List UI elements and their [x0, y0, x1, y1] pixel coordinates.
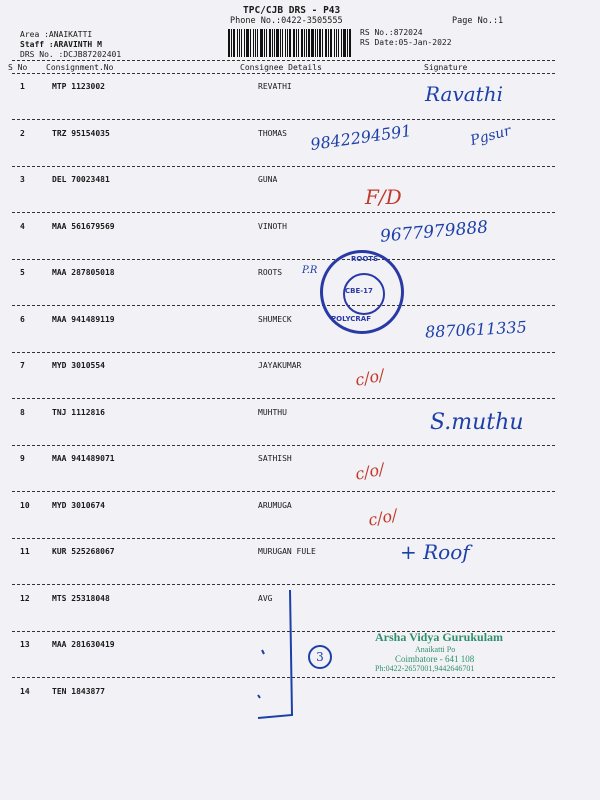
- barcode-bar: [280, 29, 281, 57]
- table-row: [0, 547, 600, 557]
- rs-number: RS No.:872024: [360, 28, 423, 37]
- barcode-bar: [298, 29, 299, 57]
- barcode-bar: [289, 29, 291, 57]
- cell-consignment: MAA 287805018: [52, 268, 115, 277]
- fd-mark: F/D: [365, 185, 402, 209]
- cell-consignment: DEL 70023481: [52, 175, 110, 184]
- barcode-bar: [311, 29, 314, 57]
- divider: [12, 305, 555, 306]
- cell-consignee: SHUMECK: [258, 315, 292, 324]
- cell-consignee: THOMAS: [258, 129, 287, 138]
- divider: [12, 212, 555, 213]
- cell-sno: 14: [20, 687, 30, 696]
- cell-consignee: JAYAKUMAR: [258, 361, 302, 370]
- table-row: [0, 175, 600, 185]
- barcode-bar: [349, 29, 351, 57]
- stamp-text-side: POLYCRAF: [331, 315, 371, 323]
- co-mark-row-9: c/o/: [353, 459, 387, 484]
- cell-consignee: SATHISH: [258, 454, 292, 463]
- cell-consignment: MYD 3010554: [52, 361, 105, 370]
- cell-consignment: MTS 25318048: [52, 594, 110, 603]
- barcode-bar: [293, 29, 296, 57]
- cell-consignment: MYD 3010674: [52, 501, 105, 510]
- barcode-bar: [233, 29, 236, 57]
- cell-consignee: MUHTHU: [258, 408, 287, 417]
- barcode-bar: [250, 29, 252, 57]
- cell-sno: 5: [20, 268, 25, 277]
- col-consignment: Consignment.No: [46, 63, 114, 72]
- cell-sno: 12: [20, 594, 30, 603]
- cell-consignment: TEN 1843877: [52, 687, 105, 696]
- cell-sno: 6: [20, 315, 25, 324]
- barcode-bar: [287, 29, 288, 57]
- barcode-bar: [304, 29, 305, 57]
- barcode-bar: [330, 29, 332, 57]
- signature-row-2b: Pgsur: [468, 122, 513, 150]
- signature-row-1: Ravathi: [425, 82, 503, 106]
- barcode-bar: [272, 29, 273, 57]
- divider: [12, 73, 555, 74]
- barcode-bar: [266, 29, 267, 57]
- table-row: [0, 222, 600, 232]
- signature-row-11: + Roof: [400, 540, 470, 564]
- barcode-bar: [328, 29, 329, 57]
- cell-consignee: ROOTS: [258, 268, 283, 277]
- drs-number: DRS No. :DCJB87202401: [20, 50, 122, 59]
- signature-row-2a: 9842294591: [309, 121, 413, 154]
- barcode-bar: [341, 29, 342, 57]
- barcode-bar: [255, 29, 256, 57]
- barcode-bar: [241, 29, 243, 57]
- page-number: Page No.:1: [452, 16, 504, 26]
- col-sno: S No: [8, 63, 28, 72]
- green-stamp-line1: Arsha Vidya Gurukulam: [375, 630, 504, 644]
- pr-mark: P.R: [302, 265, 318, 276]
- table-row: [0, 268, 600, 278]
- document-title: TPC/CJB DRS - P43: [243, 5, 341, 16]
- staff-label: Staff :ARAVINTH M: [20, 40, 102, 49]
- barcode-bar: [264, 29, 266, 57]
- divider: [12, 491, 555, 492]
- roots-stamp: [320, 250, 404, 334]
- cell-sno: 13: [20, 640, 30, 649]
- green-stamp-line4: Ph:0422-2657001,9442646701: [375, 664, 475, 673]
- barcode-bar: [260, 29, 263, 57]
- circled-number: 3: [308, 645, 332, 669]
- divider: [12, 352, 555, 353]
- signature-row-8: S.muthu: [430, 410, 524, 435]
- cell-sno: 8: [20, 408, 25, 417]
- barcode-bar: [296, 29, 297, 57]
- cell-consignment: MAA 281630419: [52, 640, 115, 649]
- phone-number: Phone No.:0422-3505555: [230, 16, 343, 26]
- cell-consignment: TRZ 95154035: [52, 129, 110, 138]
- barcode-bar: [253, 29, 254, 57]
- cell-sno: 7: [20, 361, 25, 370]
- signature-row-6: 8870611335: [424, 317, 528, 342]
- barcode-bar: [282, 29, 284, 57]
- barcode-image: [228, 29, 352, 57]
- cell-sno: 11: [20, 547, 30, 556]
- table-row: [0, 361, 600, 371]
- divider: [12, 584, 555, 585]
- col-signature: Signature: [424, 63, 468, 72]
- cell-consignee: ARUMUGA: [258, 501, 292, 510]
- cell-sno: 3: [20, 175, 25, 184]
- barcode-bar: [347, 29, 348, 57]
- cell-consignee: AVG: [258, 594, 273, 603]
- divider: [12, 60, 555, 61]
- barcode-bar: [239, 29, 240, 57]
- stamp-text-inner: CBE-17: [345, 287, 373, 295]
- barcode-bar: [306, 29, 307, 57]
- co-mark-row-7: c/o/: [353, 365, 387, 390]
- divider: [12, 259, 555, 260]
- cell-consignee: VINOTH: [258, 222, 287, 231]
- barcode-bar: [285, 29, 286, 57]
- barcode-bar: [308, 29, 310, 57]
- barcode-bar: [322, 29, 323, 57]
- table-row: [0, 82, 600, 92]
- barcode-bar: [246, 29, 249, 57]
- barcode-bar: [276, 29, 279, 57]
- col-consignee: Consignee Details: [240, 63, 322, 72]
- area-label: Area :ANAIKATTI: [20, 30, 93, 39]
- cell-sno: 9: [20, 454, 25, 463]
- barcode-bar: [315, 29, 316, 57]
- barcode-bar: [301, 29, 303, 57]
- table-row: [0, 454, 600, 464]
- rs-date: RS Date:05-Jan-2022: [360, 38, 452, 47]
- barcode-bar: [228, 29, 230, 57]
- divider: [12, 119, 555, 120]
- green-stamp-line2: Anaikatti Po: [415, 645, 456, 654]
- stamp-text-top: ROOTS: [351, 255, 379, 263]
- cell-sno: 2: [20, 129, 25, 138]
- barcode-bar: [231, 29, 232, 57]
- barcode-bar: [237, 29, 238, 57]
- barcode-bar: [325, 29, 328, 57]
- cell-sno: 4: [20, 222, 25, 231]
- cell-consignee: MURUGAN FULE: [258, 547, 316, 556]
- green-stamp: [375, 630, 503, 673]
- barcode-bar: [269, 29, 271, 57]
- cell-sno: 10: [20, 501, 30, 510]
- barcode-bar: [274, 29, 275, 57]
- barcode-bar: [338, 29, 340, 57]
- barcode-bar: [319, 29, 321, 57]
- divider: [12, 398, 555, 399]
- cell-consignment: MTP 1123002: [52, 82, 105, 91]
- cell-sno: 1: [20, 82, 25, 91]
- barcode-bar: [336, 29, 337, 57]
- divider: [12, 445, 555, 446]
- divider: [12, 166, 555, 167]
- green-stamp-line3: Coimbatore - 641 108: [395, 654, 475, 664]
- signature-row-4: 9677979888: [379, 217, 489, 247]
- barcode-bar: [334, 29, 335, 57]
- cell-consignee: GUNA: [258, 175, 278, 184]
- barcode-bar: [244, 29, 245, 57]
- barcode-bar: [317, 29, 318, 57]
- cell-consignment: KUR 525268067: [52, 547, 115, 556]
- barcode-bar: [257, 29, 258, 57]
- co-mark-row-10: c/o/: [366, 505, 400, 530]
- table-row: [0, 501, 600, 511]
- divider: [12, 538, 555, 539]
- cell-consignment: TNJ 1112816: [52, 408, 105, 417]
- barcode-bar: [343, 29, 346, 57]
- cell-consignment: MAA 941489071: [52, 454, 115, 463]
- cell-consignment: MAA 941489119: [52, 315, 115, 324]
- cell-consignee: REVATHI: [258, 82, 292, 91]
- cell-consignment: MAA 561679569: [52, 222, 115, 231]
